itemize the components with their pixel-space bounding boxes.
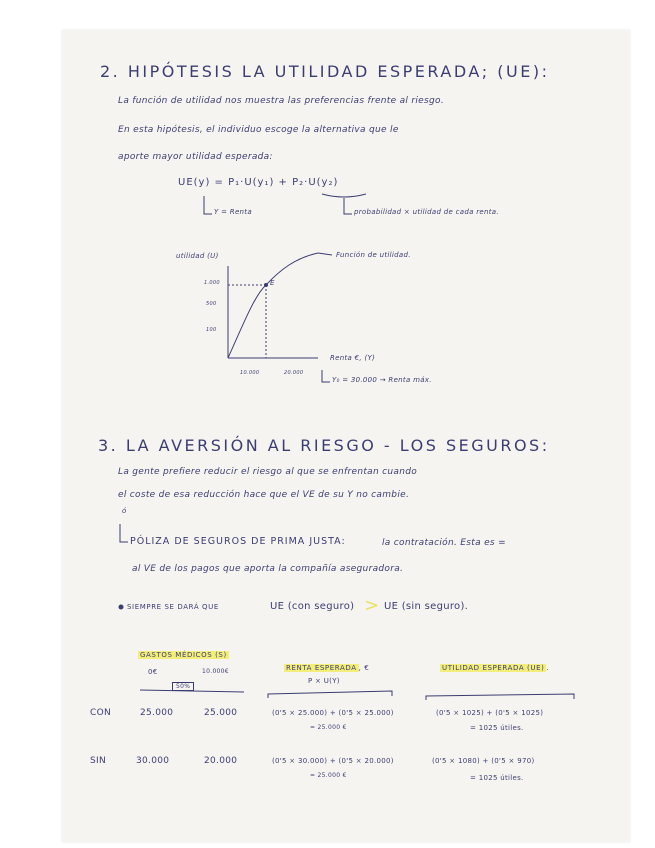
header-renta xyxy=(284,664,369,672)
section-3-line-3: al VE de los pagos que aporta la compañía aseguradora. xyxy=(132,564,404,574)
greater-than-sign: > xyxy=(364,595,380,616)
section-3-title: 3. LA AVERSIÓN AL RIESGO - LOS SEGUROS: xyxy=(98,436,550,455)
header-renta-highlight: RENTA ESPERADA xyxy=(286,664,357,672)
gastos-underline xyxy=(140,690,244,692)
section-2-line-3: aporte mayor utilidad esperada: xyxy=(118,152,273,162)
graph-curve-label: Función de utilidad. xyxy=(336,251,411,259)
header-utilidad-highlight: UTILIDAD ESPERADA (UE) xyxy=(442,664,545,672)
row-con-renta: (0'5 × 25.000) + (0'5 × 25.000) xyxy=(272,709,394,717)
always-prefix: SIEMPRE SE DARÁ QUE xyxy=(127,603,219,611)
row-sin-renta-result: = 25.000 € xyxy=(310,772,347,779)
expected-utility-formula: UE(y) = P₁·U(y₁) + P₂·U(y₂) xyxy=(178,177,339,188)
row-con-value-2: 25.000 xyxy=(204,708,238,718)
row-sin-value-1: 30.000 xyxy=(136,756,170,766)
header-percent: 50% xyxy=(172,682,194,691)
ytick-500: 500 xyxy=(206,301,217,307)
row-sin-value-2: 20.000 xyxy=(204,756,238,766)
section-2-line-2: En esta hipótesis, el individuo escoge la alternativa que le xyxy=(118,125,399,135)
row-sin-utilidad: (0'5 × 1080) + (0'5 × 970) xyxy=(432,757,535,765)
section-3-line-2b: ó xyxy=(122,507,127,515)
header-sub-0: 0€ xyxy=(148,668,158,676)
ytick-1000: 1.000 xyxy=(204,280,220,286)
row-con-renta-result: = 25.000 € xyxy=(310,724,347,731)
xtick-10000: 10.000 xyxy=(240,370,260,376)
xtick-20000: 20.000 xyxy=(284,370,304,376)
row-label-sin: SIN xyxy=(90,756,106,766)
header-utilidad xyxy=(440,664,549,672)
header-renta-unit: , € xyxy=(358,664,370,672)
ue-sin-seguro: UE (sin seguro). xyxy=(384,601,469,612)
policy-text: la contratación. Esta es = xyxy=(382,538,506,548)
utilidad-bracket xyxy=(426,694,574,700)
note-probability: probabilidad × utilidad de cada renta. xyxy=(354,208,499,216)
header-sub-10000: 10.000€ xyxy=(202,668,229,675)
header-utilidad-dot: . xyxy=(546,664,550,672)
header-renta-formula: P × U(Y) xyxy=(308,677,340,685)
ytick-100: 100 xyxy=(206,327,217,333)
row-con-utilidad: (0'5 × 1025) + (0'5 × 1025) xyxy=(436,709,544,717)
ue-con-seguro: UE (con seguro) xyxy=(270,601,355,612)
row-sin-renta: (0'5 × 30.000) + (0'5 × 20.000) xyxy=(272,757,394,765)
renta-bracket xyxy=(268,691,392,698)
header-gastos-highlight: GASTOS MÉDICOS (S) xyxy=(140,651,227,659)
row-sin-utilidad-result: = 1025 útiles. xyxy=(470,774,524,782)
section-3-line-2: el coste de esa reducción hace que el VE de su Y no cambie. xyxy=(118,490,410,500)
graph-y-label: utilidad (U) xyxy=(176,252,219,260)
section-2-title: 2. HIPÓTESIS LA UTILIDAD ESPERADA; (UE): xyxy=(100,62,550,81)
section-3-line-1: La gente prefiere reducir el riesgo al que se enfrentan cuando xyxy=(118,467,418,477)
row-label-con: CON xyxy=(90,708,112,718)
note-y-renta: Y = Renta xyxy=(214,208,252,216)
graph-x-label: Renta €, (Y) xyxy=(330,354,376,362)
policy-heading: PÓLIZA DE SEGUROS DE PRIMA JUSTA: xyxy=(130,536,346,547)
section-2-line-1: La función de utilidad nos muestra las preferencias frente al riesgo. xyxy=(118,96,444,106)
point-e-label: E xyxy=(270,279,275,287)
row-con-value-1: 25.000 xyxy=(140,708,174,718)
x-note-renta-max: Y₀ = 30.000 → Renta máx. xyxy=(332,376,432,384)
row-con-utilidad-result: = 1025 útiles. xyxy=(470,724,524,732)
